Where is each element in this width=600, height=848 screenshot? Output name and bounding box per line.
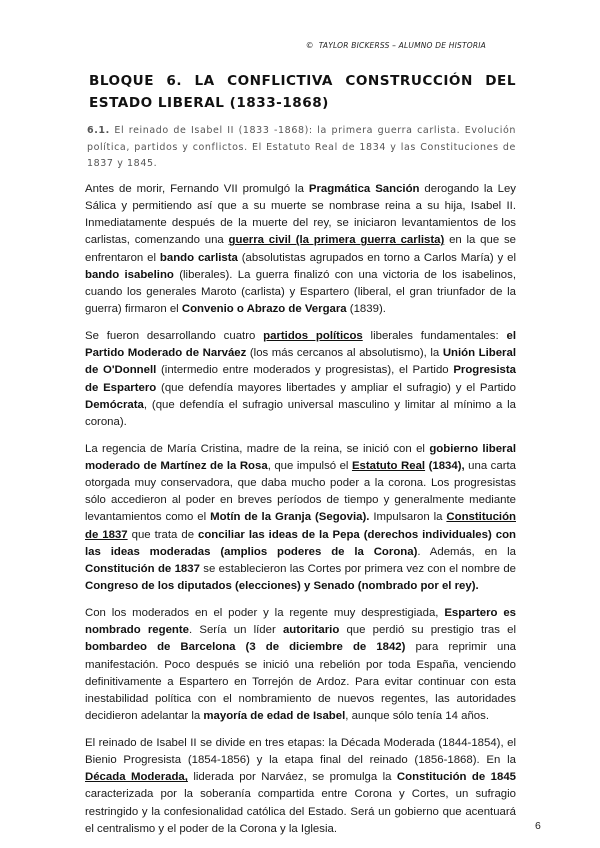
text-run: una carta otorgada muy conservadora, que daba mucho poder a la corona. Los progresistas sólo accedieron al poder en breves períodos de tiempo y generalmente mediante levantamientos como el (85, 459, 516, 524)
page-number: 6 (535, 820, 541, 832)
copyright-icon: © (305, 41, 314, 50)
paragraphs (85, 181, 516, 838)
underlined-key-term: guerra civil (la primera guerra carlista) (228, 234, 445, 247)
text-run: Con los moderados en el poder y la regente muy desprestigiada, (85, 606, 445, 619)
text-run: en la que se enfrentaron el (85, 234, 516, 264)
text-run: , aunque sólo tenía 14 años. (345, 710, 489, 723)
text-run: (los más cercanos al absolutismo), la (246, 347, 443, 360)
key-term: autoritario (282, 624, 340, 637)
key-term: Motín de la Granja (Segovia). (210, 511, 370, 524)
paragraph (85, 441, 516, 596)
text-run: liderada por Narváez, se promulga la (187, 771, 397, 784)
text-run: (que defendía mayores libertades y ampliar el sufragio) y el Partido (156, 381, 516, 394)
text-run: El reinado de Isabel II se divide en tres etapas: la Década Moderada (1844-1854), el Bienio Progresista (1854-1856) y la etapa final del reinado (1856-1868). En la (85, 736, 516, 767)
text-run: que trata de (127, 528, 199, 541)
key-term: Convenio o Abrazo de Vergara (181, 303, 347, 316)
header-author: TAYLOR BICKERSS – ALUMNO DE HISTORIA (318, 41, 486, 50)
text-run: (1839). (346, 303, 386, 316)
text-run: (absolutistas agrupados en torno a Carlos María) y el (237, 251, 516, 264)
key-term: bando isabelino (85, 268, 174, 281)
key-term: Espartero es nombrado regente (85, 606, 516, 637)
text-run: . Sería un líder (189, 624, 283, 637)
paragraph (85, 328, 516, 431)
key-term: conciliar las ideas de la Pepa (derechos individuales) con las ideas moderadas (amplios poderes de la Corona) (85, 528, 516, 558)
text-run: (liberales). La guerra finalizó con una victoria de los isabelinos, cuando los generales Maroto (carlista) y Espartero (liberal, el gran triunfador de la guerra) firmaron el (85, 268, 516, 316)
key-term: bando carlista (159, 251, 238, 264)
subsection-number: 6.1. (87, 125, 110, 136)
key-term: Unión Liberal de O'Donnell (85, 347, 516, 377)
key-term: Constitución de 1837 (85, 563, 200, 576)
key-term: Demócrata (85, 398, 144, 411)
subsection-heading (87, 123, 516, 173)
text-run: derogando la Ley Sálica y permitiendo así que a su muerte se nombrase reina a su hija, Isabel II. Inmediatamente después de la muerte del rey, se iniciaron levantamientos de los carlistas, comenzando una (85, 182, 516, 247)
text-run: (intermedio entre moderados y progresistas), el Partido (156, 364, 454, 377)
text-run: que perdió su prestigio tras el (339, 624, 516, 637)
text-run: para reprimir una manifestación. Poco después se inició una rebelión por toda España, venciendo definitivamente a Espartero en Torrejón de Ardoz. Para evitar continuar con esta inestabilidad política con el nombramiento de nuevos regentes, las autoridades decidieron adelantar la (85, 641, 517, 723)
underlined-key-term: partidos políticos (263, 329, 363, 342)
text-run: La regencia de María Cristina, madre de la reina, se inició con el (85, 442, 430, 455)
paragraph (85, 735, 516, 838)
key-term: el Partido Moderado de Narváez (85, 329, 516, 360)
key-term: (1834), (428, 459, 465, 472)
text-run: caracterizada por la soberanía compartida entre Corona y Cortes, un sufragio restringido y la confesionalidad católica del Estado. Será un gobierno que acentuará el centralismo y el poder de la Corona y la Iglesia. (85, 788, 516, 835)
key-term: mayoría de edad de Isabel (203, 710, 346, 723)
paragraph (85, 605, 516, 725)
text-run: , (que defendía el sufragio universal masculino y limitar al mínimo a la corona). (85, 398, 516, 428)
document-body (85, 70, 516, 848)
paragraph (85, 181, 516, 319)
text-run: , que impulsó el (267, 459, 352, 472)
key-term: Pragmática Sanción (308, 182, 420, 195)
underlined-key-term: Constitución de 1837 (85, 511, 516, 541)
underlined-key-term: Estatuto Real (351, 459, 426, 472)
key-term: gobierno liberal moderado de Martínez de la Rosa (85, 442, 516, 472)
key-term: Progresista de Espartero (85, 364, 516, 394)
text-run: liberales fundamentales: (362, 329, 507, 342)
text-run: Impulsaron la (369, 511, 447, 524)
underlined-key-term: Década Moderada, (85, 771, 188, 784)
subsection-text: El reinado de Isabel II (1833 -1868): la primera guerra carlista. Evolución política, partidos y conflictos. El Estatuto Real de 1834 y las Constituciones de 1837 y 1845. (87, 125, 516, 170)
section-title: BLOQUE 6. LA CONFLICTIVA CONSTRUCCIÓN DEL ESTADO LIBERAL (1833-1868) (89, 73, 516, 111)
text-run: Antes de morir, Fernando VII promulgó la (85, 182, 309, 195)
text-run: Se fueron desarrollando cuatro (85, 329, 264, 342)
text-run: se establecieron las Cortes por primera vez con el nombre de (199, 563, 516, 576)
page-header (0, 41, 486, 50)
key-term: Constitución de 1845 (396, 771, 516, 784)
text-run: . Además, en la (417, 545, 516, 558)
key-term: Congreso de los diputados (elecciones) y Senado (nombrado por el rey). (85, 580, 479, 593)
key-term: bombardeo de Barcelona (3 de diciembre de 1842) (85, 641, 406, 654)
